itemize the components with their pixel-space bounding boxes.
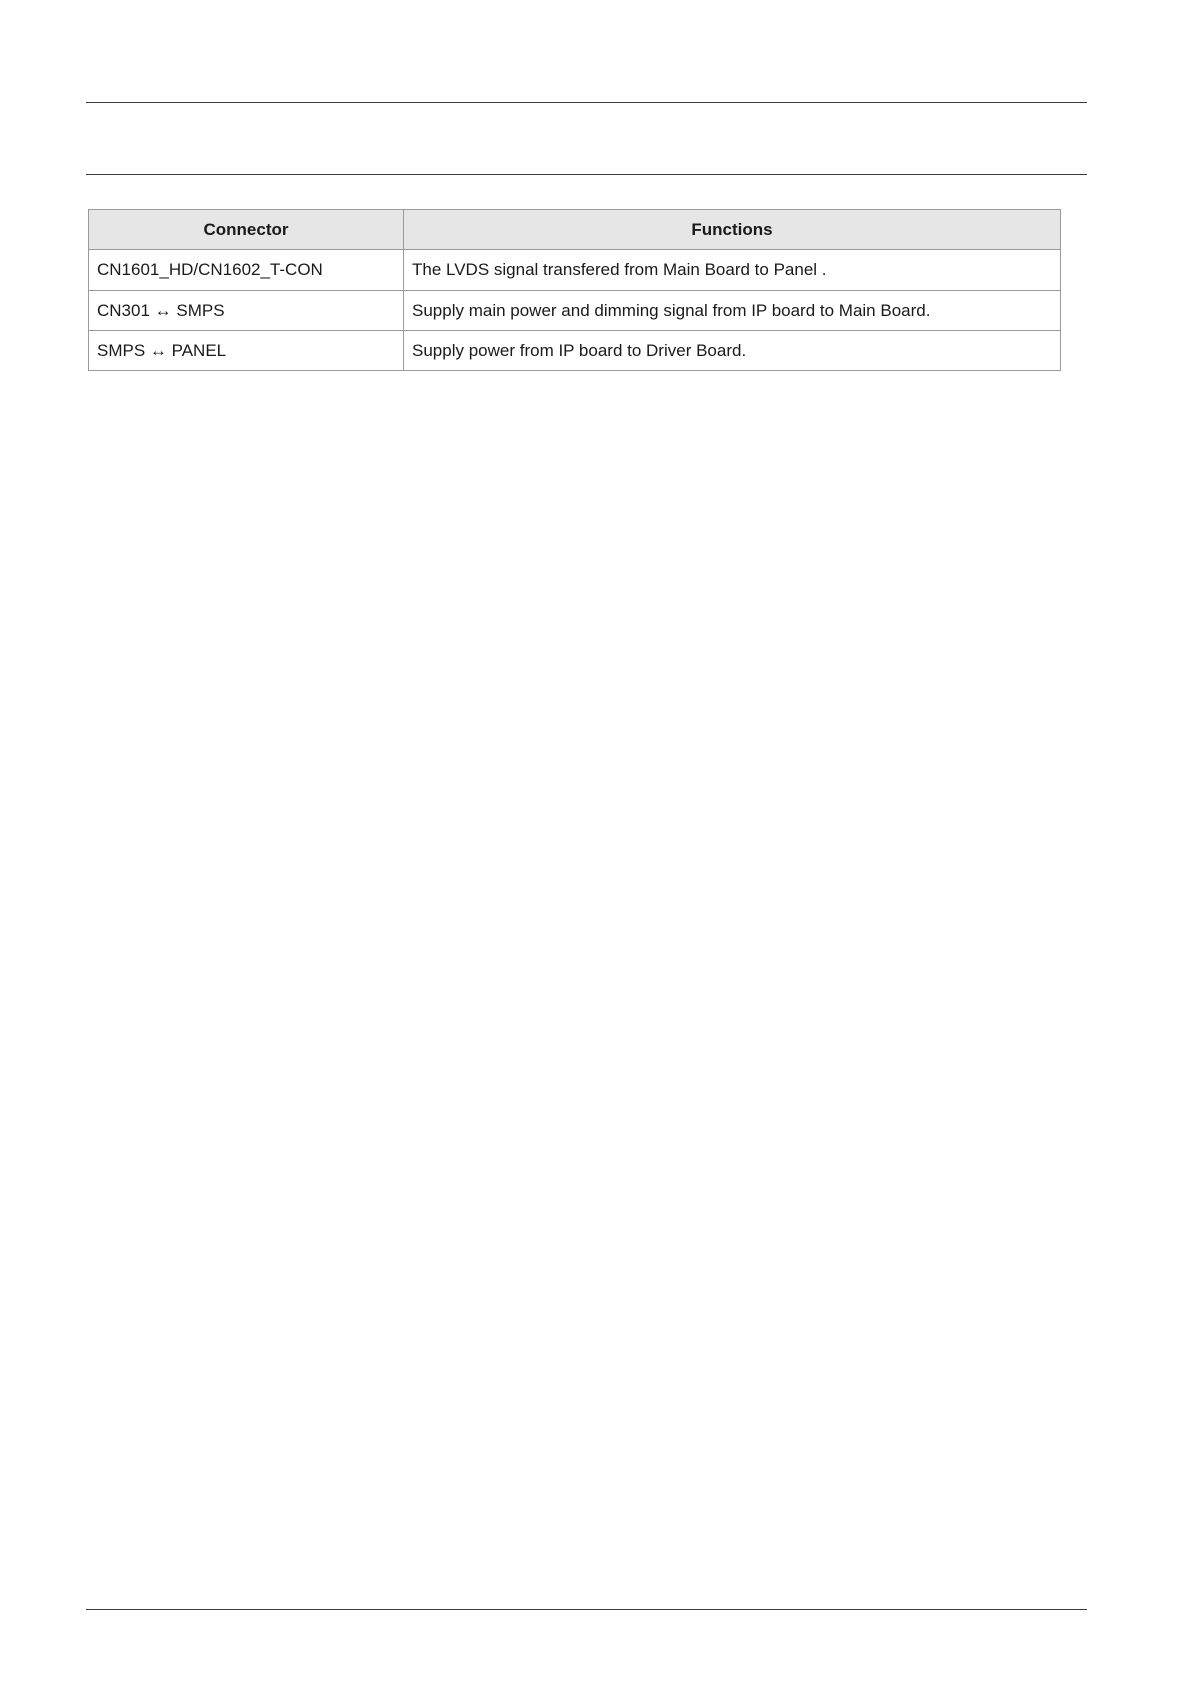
connector-cell: CN301 ↔ SMPS: [89, 291, 404, 331]
header-rule-top: [86, 102, 1087, 103]
header-rule-bottom: [86, 174, 1087, 175]
connector-cell: SMPS ↔ PANEL: [89, 331, 404, 371]
column-header-functions: Functions: [404, 210, 1061, 250]
column-header-connector: Connector: [89, 210, 404, 250]
connector-table-container: [88, 209, 1060, 371]
connector-cell: CN1601_HD/CN1602_T-CON: [89, 250, 404, 291]
table-row: [89, 291, 1061, 331]
function-cell: The LVDS signal transfered from Main Board to Panel .: [404, 250, 1061, 291]
function-cell: Supply power from IP board to Driver Board.: [404, 331, 1061, 371]
footer-rule: [86, 1609, 1087, 1610]
connector-table: [88, 209, 1061, 371]
table-row: [89, 250, 1061, 291]
function-cell: Supply main power and dimming signal from IP board to Main Board.: [404, 291, 1061, 331]
table-header-row: [89, 210, 1061, 250]
table-row: [89, 331, 1061, 371]
